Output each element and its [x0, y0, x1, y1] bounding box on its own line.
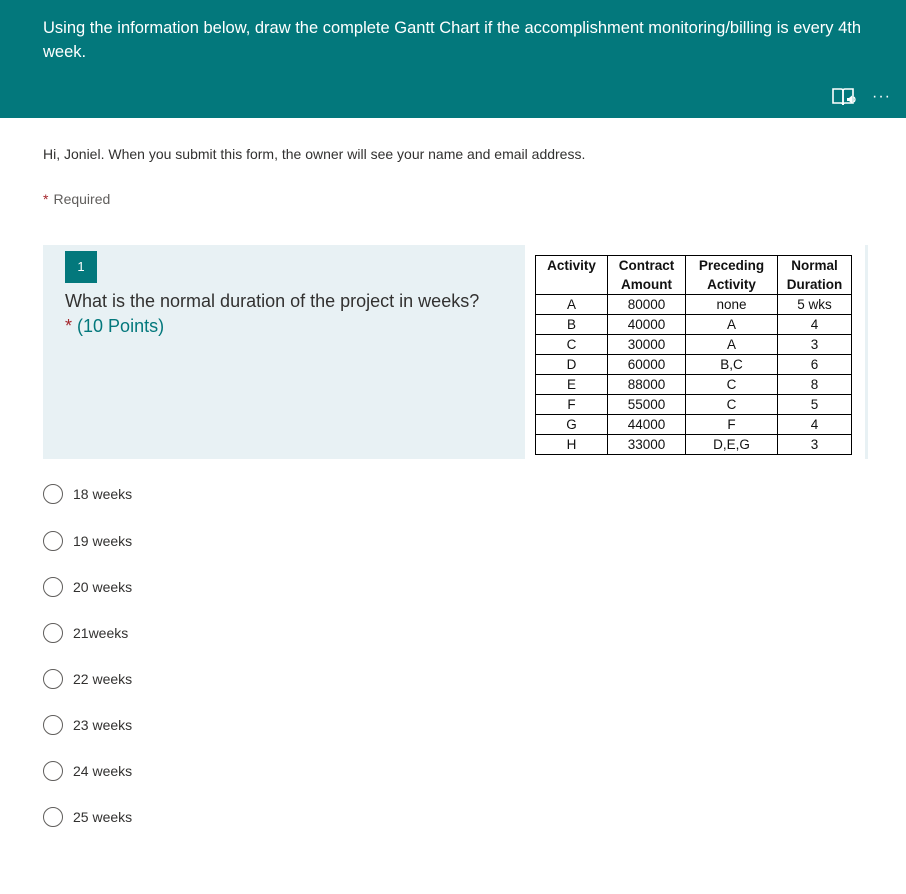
table-header-cell — [536, 275, 608, 295]
table-cell: 30000 — [608, 335, 686, 355]
table-row — [536, 375, 852, 395]
greeting-text: Hi, Joniel. When you submit this form, the owner will see your name and email address. — [43, 146, 586, 162]
table-cell: 3 — [778, 335, 852, 355]
immersive-reader-icon — [830, 86, 858, 108]
table-cell: B — [536, 315, 608, 335]
table-cell: 4 — [778, 315, 852, 335]
question-text — [65, 289, 485, 339]
question-prompt: What is the normal duration of the project in weeks? — [65, 291, 480, 311]
option-label: 20 weeks — [73, 579, 133, 595]
table-cell: B,C — [686, 355, 778, 375]
table-cell: 40000 — [608, 315, 686, 335]
table-cell: A — [686, 315, 778, 335]
table-header-cell: Preceding — [686, 256, 778, 276]
required-star: * — [65, 316, 73, 336]
more-options-icon: ··· — [872, 88, 891, 105]
table-cell: C — [536, 335, 608, 355]
table-cell: C — [686, 395, 778, 415]
more-options-button[interactable] — [872, 88, 900, 106]
option-label: 19 weeks — [73, 533, 133, 549]
question-number: 1 — [65, 251, 97, 283]
option-19-weeks[interactable] — [43, 529, 132, 553]
form-header — [0, 0, 906, 118]
option-label: 22 weeks — [73, 671, 133, 687]
table-cell: 3 — [778, 435, 852, 455]
radio-button[interactable] — [43, 531, 63, 551]
table-cell: A — [686, 335, 778, 355]
radio-button[interactable] — [43, 623, 63, 643]
table-body — [536, 295, 852, 455]
option-20-weeks[interactable] — [43, 575, 132, 599]
table-row — [536, 335, 852, 355]
required-star: * — [43, 191, 49, 207]
radio-button[interactable] — [43, 807, 63, 827]
question-points: (10 Points) — [77, 316, 165, 336]
table-cell: E — [536, 375, 608, 395]
radio-button[interactable] — [43, 484, 63, 504]
table-cell: C — [686, 375, 778, 395]
option-18-weeks[interactable] — [43, 482, 132, 506]
table-row — [536, 295, 852, 315]
table-cell: D — [536, 355, 608, 375]
table-header-row — [536, 275, 852, 295]
radio-button[interactable] — [43, 761, 63, 781]
table-header-cell: Contract — [608, 256, 686, 276]
table-header-cell: Normal — [778, 256, 852, 276]
table-header-cell: Activity — [536, 256, 608, 276]
option-label: 24 weeks — [73, 763, 133, 779]
table-cell: none — [686, 295, 778, 315]
option-22-weeks[interactable] — [43, 667, 132, 691]
radio-button[interactable] — [43, 577, 63, 597]
table-cell: A — [536, 295, 608, 315]
table-cell: 44000 — [608, 415, 686, 435]
table-cell: 5 wks — [778, 295, 852, 315]
option-23-weeks[interactable] — [43, 713, 132, 737]
table-header-cell: Activity — [686, 275, 778, 295]
table-cell: 8 — [778, 375, 852, 395]
form-title: Using the information below, draw the complete Gantt Chart if the accomplishment monitoring/billing is every 4th week. — [43, 19, 862, 61]
radio-button[interactable] — [43, 715, 63, 735]
table-cell: F — [686, 415, 778, 435]
activity-table — [535, 255, 852, 455]
table-cell: 80000 — [608, 295, 686, 315]
option-21-weeks[interactable] — [43, 621, 128, 645]
option-24-weeks[interactable] — [43, 759, 132, 783]
table-cell: 6 — [778, 355, 852, 375]
table-row — [536, 355, 852, 375]
option-label: 25 weeks — [73, 809, 133, 825]
table-cell: F — [536, 395, 608, 415]
required-label: Required — [53, 191, 111, 207]
table-header-row — [536, 256, 852, 276]
required-note — [43, 191, 110, 207]
immersive-reader-button[interactable] — [830, 86, 858, 108]
option-label: 21weeks — [73, 625, 129, 641]
table-row — [536, 395, 852, 415]
question-image — [525, 245, 865, 459]
table-cell: 4 — [778, 415, 852, 435]
table-cell: 60000 — [608, 355, 686, 375]
table-cell: 88000 — [608, 375, 686, 395]
table-cell: H — [536, 435, 608, 455]
table-header-cell: Amount — [608, 275, 686, 295]
table-row — [536, 435, 852, 455]
table-cell: 5 — [778, 395, 852, 415]
option-label: 23 weeks — [73, 717, 133, 733]
table-cell: 55000 — [608, 395, 686, 415]
radio-button[interactable] — [43, 669, 63, 689]
question-card — [43, 245, 868, 459]
table-row — [536, 415, 852, 435]
option-label: 18 weeks — [73, 486, 133, 502]
option-25-weeks[interactable] — [43, 805, 132, 829]
table-header-cell: Duration — [778, 275, 852, 295]
table-cell: 33000 — [608, 435, 686, 455]
table-row — [536, 315, 852, 335]
table-cell: G — [536, 415, 608, 435]
table-cell: D,E,G — [686, 435, 778, 455]
